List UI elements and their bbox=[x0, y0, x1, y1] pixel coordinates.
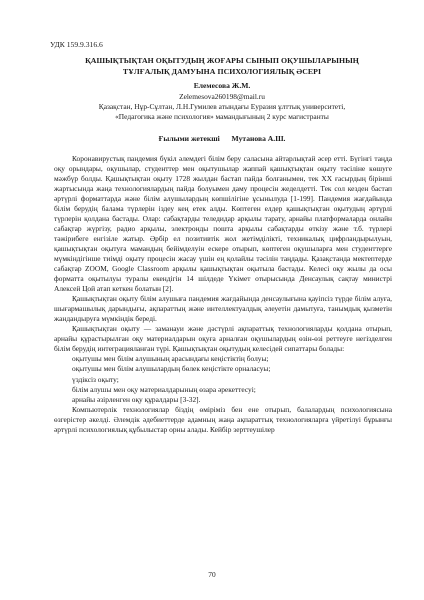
supervisor-label: Ғылыми жетекші bbox=[158, 134, 220, 143]
title-line-2: ТҰЛҒАЛЫҚ ДАМУЫНА ПСИХОЛОГИЯЛЫҚ ӘСЕРІ bbox=[122, 66, 322, 76]
paper-title bbox=[50, 56, 394, 77]
author-affiliation bbox=[50, 102, 394, 122]
list-item: үздіксіз оқыту; bbox=[72, 374, 119, 384]
article-body bbox=[54, 154, 392, 435]
characteristics-list bbox=[54, 354, 392, 405]
list-item: білім алушы мен оқу материалдарының өзара әрекеттесуі; bbox=[72, 384, 256, 394]
paragraph-benefits: Қашықтықтан оқыту білім алушыға пандемия жағдайында денсаулығына қауіпсіз түрде білім алуға, шығармашылық дарындығы, ақпараттың және интеллектуалдық әлеуетін дамытуға, танымдық қызметін жандандыруға мүмкіндік береді. bbox=[54, 294, 392, 323]
paragraph-intro: Коронавирустық пандемия бүкіл әлемдегі білім беру саласына айтарлықтай әсер етті. Бүгінгі таңда оқу орындары, оқушылар, студенттер мен оқытушылар жаппай қашықтықтан оқыту тәсіліне көшуге мәжбүр болды. Қашықтықтан оқыту 1728 жылдан бастап пайда болғанымен, тек XX ғасырдың бірінші жартысында жаңа технологиялардың пайда болуымен даму процесін жеделдетті. Тек сол кезден бастап әртүрлі форматтарда және білім алушылардың көпшілігіне ұсынылуда [1-199]. Пандемия жағдайында білім берудің балама түрлерін іздеу кең етек алды. Көптеген елдер қашықтықтан оқытудың әртүрлі түрлерін қолдана бастады. Олар: сабақтарды теледидар арқылы тарату, арнайы платформаларда онлайн сабақтар жүргізу, радио арқылы, электронды пошта арқылы сабақтарды өткізу және т.б. түрлері тәжірибеге енгізіле жатыр. Әрбір ел позитивтік жол жетімділікті, техникалық цифрландырылуын, қашықтықтан оқытуға мамандың бейімделуін ескере отырып, көптеген оқушыларға мен студенттерге мүмкіндігінше тиімді оқыту процесін жасау үшін ең қолайлы тәсілін таңдады. Қазақстанда мектептерде сабақтар ZOOM, Google Classroom арқылы қашықтықтан оқытыла бастады. Келесі оқу жылы да осы форматта оқытылуы туралы екендігін 14 шілдеде Үкімет отырысында Денсаулық сақтау министрі Алексей Цой атап кеткен болатын [2]. bbox=[54, 154, 392, 293]
list-item: оқытушы мен білім алушының арасындағы кеңістіктің болуы; bbox=[72, 354, 269, 363]
affiliation-line-1: Қазақстан, Нұр-Сұлтан, Л.Н.Гумилев атындағы Еуразия ұлттық университеті, bbox=[98, 102, 346, 111]
author-email: Zelemesova260198@mail.ru bbox=[179, 92, 265, 101]
author-name: Елемесова Ж.М. bbox=[193, 81, 251, 90]
udk-code: УДК 159.9.316.6 bbox=[50, 40, 103, 49]
affiliation-line-2: «Педагогика және психология» мамандығының 2 курс магистранты bbox=[115, 112, 329, 121]
paragraph-closing: Компьютерлік технологиялар біздің өміріміз бен ене отырып, балалардың психологиясына өзгерістер әкелді. Әлемдік әдебиеттерде адамның жаңа ақпараттық технологияларға үйретілуі бұрынғы әртүрлі психологиялық құбылыстар орны алады. Кейбір зерттеушілер bbox=[54, 405, 392, 435]
paragraph-definition: Қашықтықтан оқыту — заманауи және дәстүрлі ақпараттық технологияларды қолдана отырып, арнайы құрастырылған оқу материалдарын оқуға арналған оқушылардың өзін-өзі реттеуге негізделген білім берудің интеграцияланған түрі. Қашықтықтан оқытудың келесідей сипаттары болады: bbox=[54, 324, 392, 353]
list-item: арнайы әзірленген оқу құралдары [3-32]. bbox=[72, 395, 201, 405]
list-item: оқытушы мен білім алушылардың бөлек кеңістікте орналасуы; bbox=[72, 364, 271, 374]
supervisor-name: Мутанова А.Ш. bbox=[231, 134, 286, 143]
page-number: 70 bbox=[208, 570, 216, 579]
supervisor-line bbox=[50, 134, 394, 143]
title-line-1: ҚАШЫҚТЫҚТАН ОҚЫТУДЫҢ ЖОҒАРЫ СЫНЫП ОҚУШЫЛАРЫНЫҢ bbox=[85, 56, 359, 65]
